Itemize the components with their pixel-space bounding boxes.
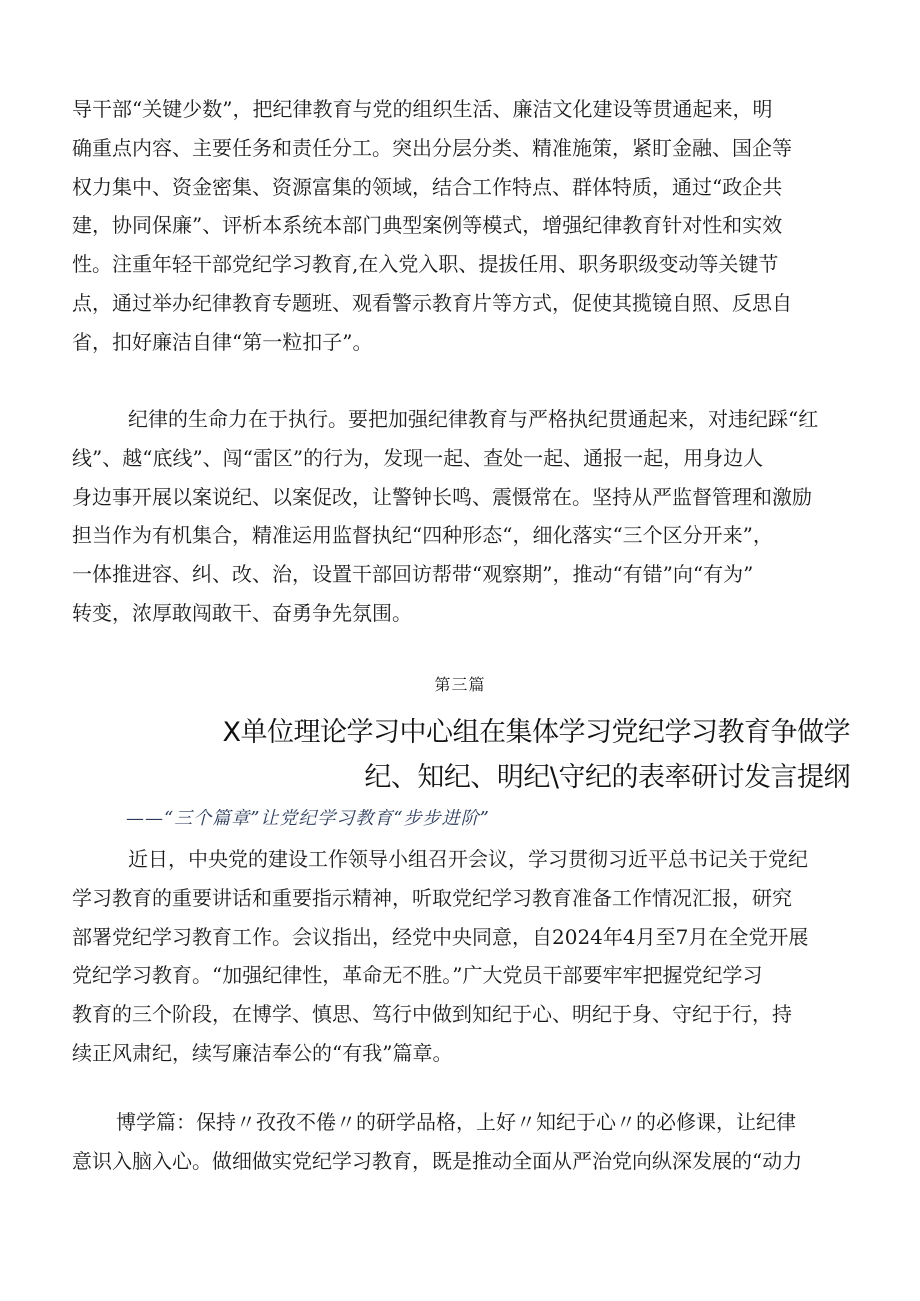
subtitle: ——“三个篇章”让党纪学习教育“步步进阶” bbox=[126, 808, 490, 829]
paragraph-line: 建，协同保廉”、评析本系统本部门典型案例等模式，增强纪律教育针对性和实效 bbox=[72, 213, 783, 238]
paragraph-line: 权力集中、资金密集、资源富集的领域，结合工作特点、群体特质，通过“政企共 bbox=[72, 174, 783, 199]
paragraph-line: 学习教育的重要讲话和重要指示精神，听取党纪学习教育准备工作情况汇报，研究 bbox=[72, 885, 792, 910]
paragraph-line: 博学篇：保持〃孜孜不倦〃的研学品格，上好〃知纪于心〃的必修课，让纪律 bbox=[116, 1110, 796, 1134]
paragraph-line: 性。注重年轻干部党纪学习教育,在入党入职、提拔任用、职务职级变动等关键节 bbox=[72, 252, 779, 277]
paragraph-line: 点，通过举办纪律教育专题班、观看警示教育片等方式，促使其揽镜自照、反思自 bbox=[72, 290, 792, 315]
paragraph-line: 导干部“关键少数”，把纪律教育与党的组织生活、廉洁文化建设等贯通起来，明 bbox=[72, 97, 773, 121]
paragraph-line: 一体推进容、纠、改、治，设置干部回访帮带“观察期”，推动“有错”向“有为” bbox=[72, 562, 754, 587]
paragraph-3 bbox=[72, 840, 860, 1073]
paragraph-line: 省，扣好廉洁自律“第一粒扣子”。 bbox=[72, 329, 373, 354]
paragraph-line: 担当作为有机集合，精准运用监督执纪“四种形态“，细化落实“三个区分开来”， bbox=[72, 523, 773, 548]
paragraph-1 bbox=[72, 90, 860, 362]
paragraph-line: 近日，中央党的建设工作领导小组召开会议，学习贯彻习近平总书记关于党纪 bbox=[128, 847, 808, 871]
paragraph-2 bbox=[72, 400, 860, 633]
paragraph-4 bbox=[72, 1103, 860, 1181]
paragraph-line: 身边事开展以案说纪、以案促改，让警钟长鸣、震慑常在。坚持从严监督管理和激励 bbox=[72, 484, 812, 509]
paragraph-line: 纪律的生命力在于执行。要把加强纪律教育与严格执纪贯通起来，对违纪踩“红 bbox=[128, 407, 819, 431]
title-line-1: X单位理论学习中心组在集体学习党纪学习教育争做学 bbox=[222, 717, 850, 748]
document-title bbox=[223, 710, 851, 800]
paragraph-line: 党纪学习教育。“加强纪律性，革命无不胜。”广大党员干部要牢牢把握党纪学习 bbox=[72, 963, 763, 988]
paragraph-line: 意识入脑入心。做细做实党纪学习教育，既是推动全面从严治党向纵深发展的“动力 bbox=[72, 1148, 803, 1173]
paragraph-line: 线”、越“底线”、闯“雷区”的行为，发现一起、查处一起、通报一起，用身边人 bbox=[72, 445, 764, 470]
title-line-2: 纪、知纪、明纪\守纪的表率研讨发言提纲 bbox=[364, 762, 850, 793]
paragraph-line: 续正风肃纪，续写廉洁奉公的“有我”篇章。 bbox=[72, 1040, 453, 1065]
paragraph-line: 部署党纪学习教育工作。会议指出，经党中央同意，自2024年4月至7月在全党开展 bbox=[72, 924, 809, 949]
paragraph-line: 确重点内容、主要任务和责任分工。突出分层分类、精准施策，紧盯金融、国企等 bbox=[72, 135, 792, 160]
section-label: 第三篇 bbox=[434, 675, 486, 694]
paragraph-line: 教育的三个阶段，在博学、慎思、笃行中做到知纪于心、明纪于身、守纪于行，持 bbox=[72, 1002, 792, 1027]
paragraph-line: 转变，浓厚敢闯敢干、奋勇争先氛围。 bbox=[72, 600, 412, 625]
